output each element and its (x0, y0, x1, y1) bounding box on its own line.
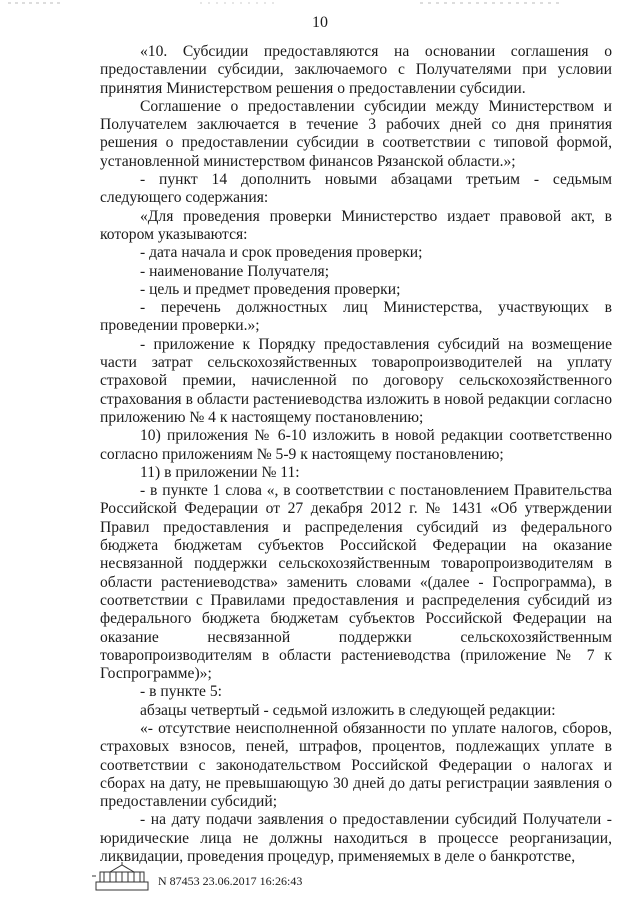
stamp-code: 87453 23.06.2017 16:26:43 (169, 874, 303, 888)
paragraph: 10) приложения № 6-10 изложить в новой редакции соответственно согласно приложениям № 5-9 к настоящему постановлению; (100, 427, 612, 463)
document-body (100, 43, 612, 866)
paragraph: - приложение к Порядку предоставления субсидий на возмещение части затрат сельскохозяйственных товаропроизводителей на уплату страховой премии, начисленной по договору сельскохозяйственного страхования в области растениеводства изложить в новой редакции согласно приложению № 4 к настоящему постановлению; (100, 335, 612, 426)
document-stamp (90, 862, 490, 898)
registration-stamp (158, 874, 302, 889)
paragraph: - в пункте 1 слова «, в соответствии с постановлением Правительства Российской Федерации от 27 декабря 2012 г. № 1431 «Об утверждении Правил предоставления и распределения субсидий из федерального бюджета бюджетам субъектов Российской Федерации на оказание несвязанной поддержки сельскохозяйственным товаропроизводителям в области растениеводства» заменить словами «(далее - Госпрограмма), в соответствии с Правилами предоставления и распределения субсидий из федерального бюджета бюджетам субъектов Российской Федерации на оказание несвязанной поддержки сельскохозяйственным товаропроизводителям в области растениеводства (приложение № 7 к Госпрограмме)»; (100, 482, 612, 683)
paragraph: - дата начала и срок проведения проверки; (140, 244, 423, 262)
paragraph: «10. Субсидии предоставляются на основании соглашения о предоставлении субсидии, заключаемого с Получателями при условии принятия Министерством решения о предоставлении субсидии. (100, 43, 612, 97)
paragraph: - цель и предмет проведения проверки; (140, 280, 401, 298)
paragraph: - в пункте 5: (140, 683, 222, 701)
paragraph: «Для проведения проверки Министерство издает правовой акт, в котором указываются: (100, 207, 612, 243)
stamp-letter: N (158, 874, 167, 888)
scan-artifact-marks (0, 0, 640, 8)
building-emblem-icon (90, 862, 152, 892)
paragraph: - пункт 14 дополнить новыми абзацами третьим - седьмым следующего содержания: (100, 171, 612, 207)
paragraph: - наименование Получателя; (140, 262, 330, 280)
paragraph: - на дату подачи заявления о предоставлении субсидий Получатели - юридические лица не должны находиться в процессе реорганизации, ликвидации, проведения процедур, применяемых в деле о банкротстве, (100, 811, 612, 866)
paragraph: абзацы четвертый - седьмой изложить в следующей редакции: (140, 701, 556, 719)
paragraph: 11) в приложении № 11: (140, 463, 300, 481)
page-number: 10 (312, 14, 328, 31)
paragraph: - перечень должностных лиц Министерства, участвующих в проведении проверки.»; (100, 299, 612, 335)
paragraph: «- отсутствие неисполненной обязанности по уплате налогов, сборов, страховых взносов, пеней, штрафов, процентов, подлежащих уплате в соответствии с законодательством Российской Федерации о налогах и сборах на дату, не превышающую 30 дней до даты регистрации заявления о предоставлении субсидий; (100, 719, 612, 811)
paragraph: Соглашение о предоставлении субсидии между Министерством и Получателем заключается в течение 3 рабочих дней со дня принятия решения о предоставлении субсидии в соответствии с типовой формой, установленной министерством финансов Рязанской области.»; (100, 97, 612, 170)
